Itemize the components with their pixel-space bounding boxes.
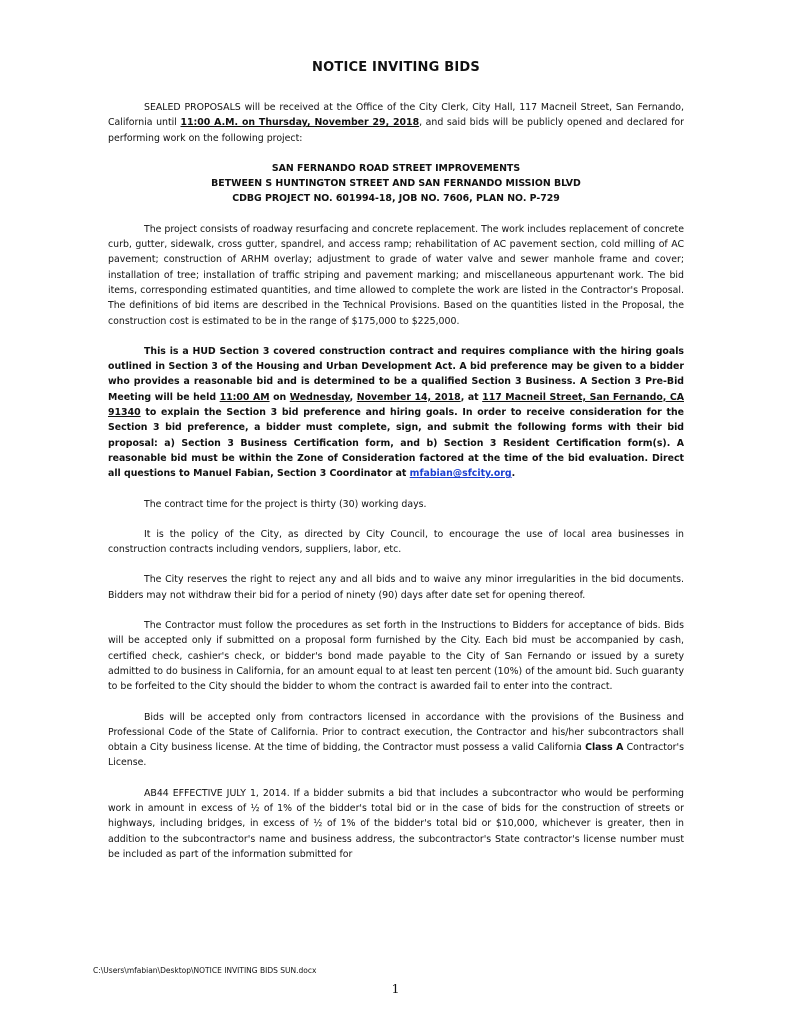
document-title: NOTICE INVITING BIDS [312, 60, 480, 75]
license-text-end: Contractor's License. [108, 742, 684, 769]
footer-file-path: C:\Users\mfabian\Desktop\NOTICE INVITING BIDS SUN.docx [93, 966, 317, 975]
intro-paragraph [108, 100, 684, 146]
project-line-3: CDBG PROJECT NO. 601994-18, JOB NO. 7606, PLAN NO. P-729 [232, 193, 560, 205]
project-line-2: BETWEEN S HUNTINGTON STREET AND SAN FERNANDO MISSION BLVD [211, 178, 581, 190]
meeting-place: 117 Macneil Street, San Fernando, CA 91340 [108, 391, 684, 419]
section3-text-4: , at [460, 391, 483, 403]
section3-text-3: , [349, 391, 357, 403]
coordinator-email-link[interactable]: mfabian@sfcity.org [409, 468, 512, 480]
document-body [108, 60, 684, 877]
contract-time-paragraph: The contract time for the project is thirty (30) working days. [144, 498, 427, 510]
section3-text: This is a HUD Section 3 covered construction contract and requires compliance with the hiring goals outlined in Section 3 of the Housing and Urban Development Act. A bid preference may be given to a bidder who provides a reasonable bid and is determined to be a qualified Section 3 Business. A Section 3 Pre-Bid Meeting will be held [108, 345, 684, 403]
bid-deadline: 11:00 A.M. on Thursday, November 29, 2018 [180, 117, 420, 129]
bid-procedures-paragraph: The Contractor must follow the procedures as set forth in the Instructions to Bidders for acceptance of bids. Bids will be accepted only if submitted on a proposal form furnished by the City. Each bid must be accompanied by cash, certified check, cashier's check, or bidder's bond made payable to the City of San Fernando or issued by a surety admitted to do business in California, for an amount equal to at least ten percent (10%) of the amount bid. Such guaranty to be forfeited to the City should the bidder to whom the contract is awarded fail to enter into the contract. [108, 620, 684, 693]
scope-paragraph: The project consists of roadway resurfacing and concrete replacement. The work includes replacement of concrete curb, gutter, sidewalk, cross gutter, spandrel, and access ramp; rehabilitation of AC pavement section, cold milling of AC pavement; construction of ARHM overlay; adjustment to grade of water valve and sewer manhole frame and cover; installation of tree; installation of traffic striping and pavement marking; and miscellaneous appurtenant work. The bid items, corresponding estimated quantities, and time allowed to complete the work are listed in the Contractor's Proposal. The definitions of bid items are described in the Technical Provisions. Based on the quantities listed in the Proposal, the construction cost is estimated to be in the range of $175,000 to $225,000. [108, 223, 684, 327]
section3-text-end: . [511, 468, 516, 480]
meeting-date: November 14, 2018 [356, 391, 461, 403]
project-heading [108, 161, 684, 207]
reserve-rights-paragraph: The City reserves the right to reject any and all bids and to waive any minor irregularities in the bid documents. Bidders may not withdraw their bid for a period of ninety (90) days after date set for opening thereof. [108, 574, 684, 601]
license-class: Class A [585, 742, 624, 754]
intro-text-end: , and said bids will be publicly opened and declared for performing work on the following project: [108, 117, 684, 144]
section3-text-2: on [269, 391, 290, 403]
section3-text-5: to explain the Section 3 bid preference and hiring goals. In order to receive consideration for the Section 3 bid preference, a bidder must complete, sign, and submit the following forms with their bid proposal: a) Section 3 Business Certification form, and b) Section 3 Resident Certification form(s). A reasonable bid must be within the Zone of Consideration factored at the time of the bid evaluation. Direct all questions to Manuel Fabian, Section 3 Coordinator at [108, 407, 684, 480]
meeting-time: 11:00 AM [219, 391, 270, 403]
intro-text: SEALED PROPOSALS will be received at the Office of the City Clerk, City Hall, 117 Macneil Street, San Fernando, California until [108, 102, 684, 129]
ab44-paragraph: AB44 EFFECTIVE JULY 1, 2014. If a bidder submits a bid that includes a subcontractor who would be performing work in amount in excess of ½ of 1% of the bidder's total bid or in the case of bids for the construction of streets or highways, including bridges, in excess of ½ of 1% of the bidder's total bid or $10,000, whichever is greater, then in addition to the subcontractor's name and business address, the subcontractor's State contractor's license number must be included as part of the information submitted for [108, 787, 684, 860]
meeting-day: Wednesday [289, 391, 350, 403]
page-number: 1 [391, 981, 400, 996]
project-line-1: SAN FERNANDO ROAD STREET IMPROVEMENTS [271, 162, 521, 174]
license-paragraph [108, 710, 684, 771]
license-text: Bids will be accepted only from contractors licensed in accordance with the provisions of the Business and Professional Code of the State of California. Prior to contract execution, the Contractor and his/her subcontractors shall obtain a City business license. At the time of bidding, the Contractor must possess a valid California [108, 711, 684, 754]
local-policy-paragraph: It is the policy of the City, as directed by City Council, to encourage the use of local area businesses in construction contracts including vendors, suppliers, labor, etc. [108, 528, 684, 556]
section3-paragraph [108, 344, 684, 482]
